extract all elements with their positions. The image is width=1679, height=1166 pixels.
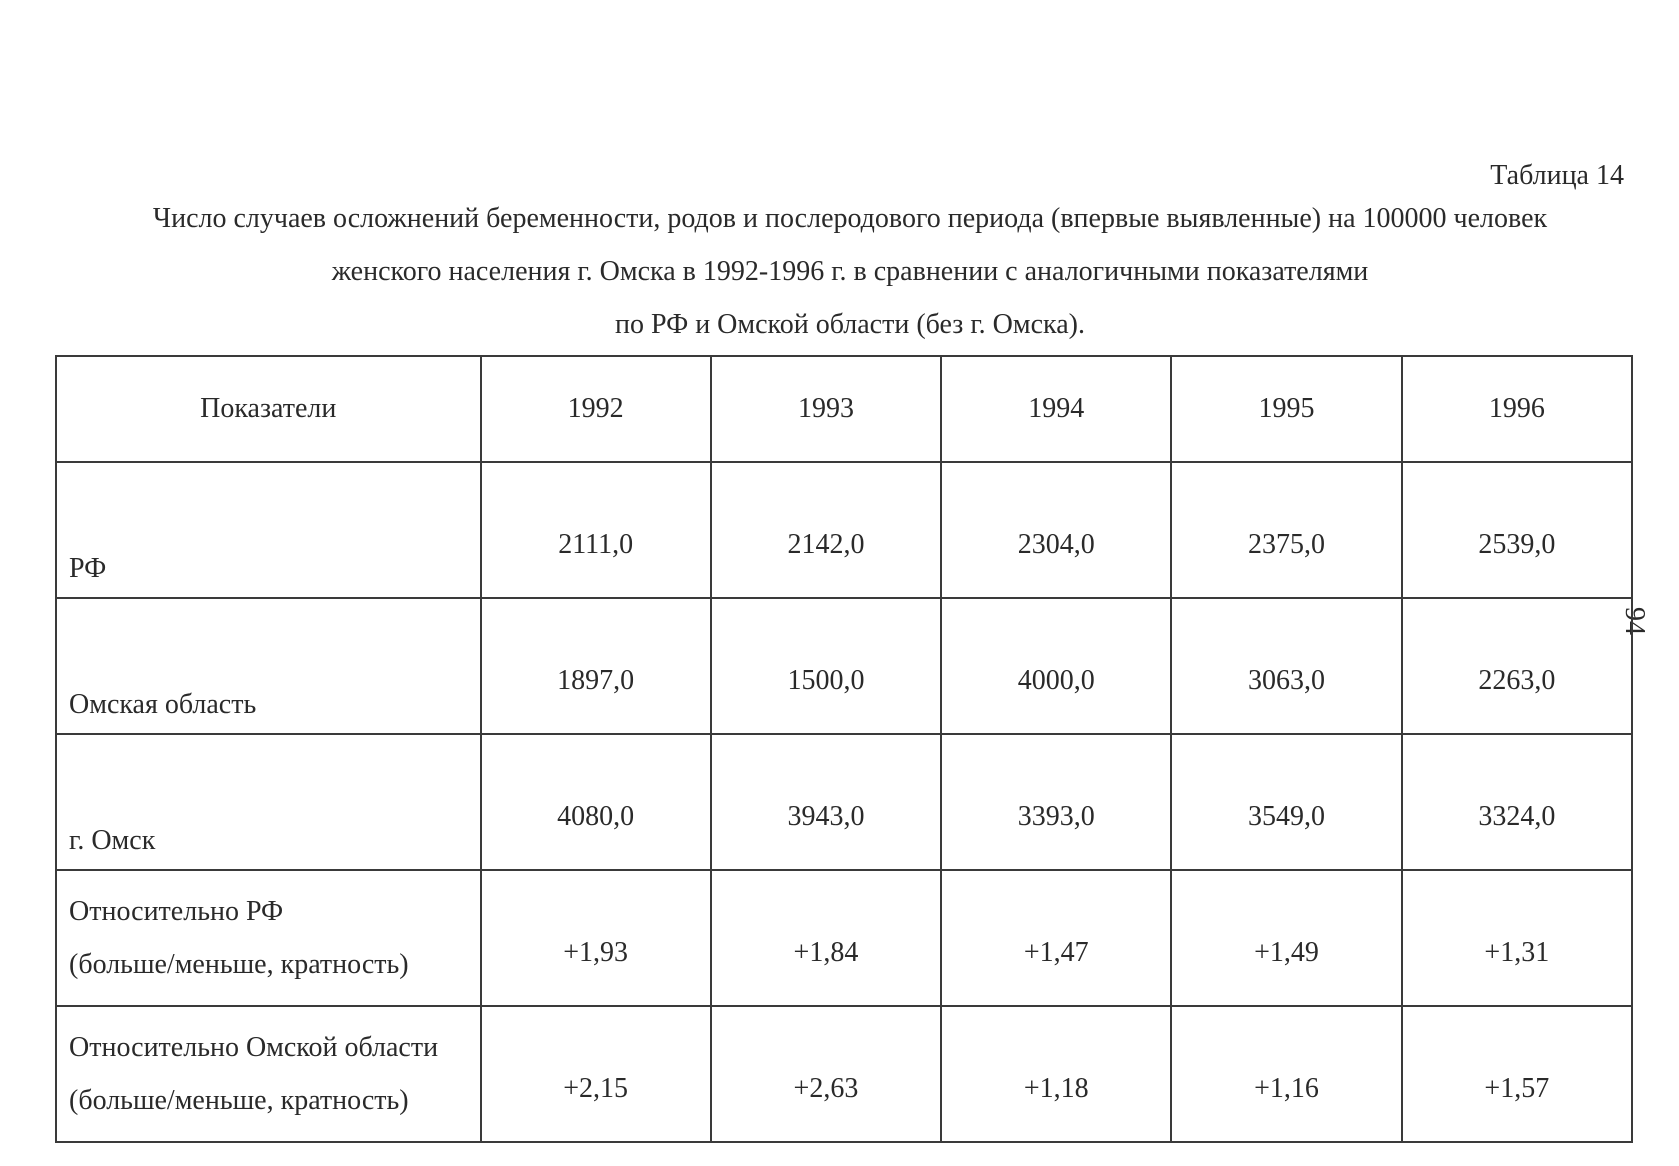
- cell-value: 3063,0: [1171, 598, 1401, 734]
- cell-value: 4000,0: [941, 598, 1171, 734]
- header-year: 1995: [1171, 356, 1401, 462]
- header-year: 1992: [481, 356, 711, 462]
- cell-value: 2142,0: [711, 462, 941, 598]
- row-label: г. Омск: [56, 734, 481, 870]
- header-indicators: Показатели: [56, 356, 481, 462]
- cell-value: 2304,0: [941, 462, 1171, 598]
- row-label: [56, 1006, 481, 1142]
- cell-value: 4080,0: [481, 734, 711, 870]
- cell-value: 1897,0: [481, 598, 711, 734]
- row-label: [56, 870, 481, 1006]
- cell-value: 2375,0: [1171, 462, 1401, 598]
- table-row: [56, 462, 1632, 598]
- header-year: 1993: [711, 356, 941, 462]
- table-number: Таблица 14: [1490, 160, 1624, 191]
- table-row: [56, 870, 1632, 1006]
- table-row: [56, 598, 1632, 734]
- cell-value: +1,84: [711, 870, 941, 1006]
- row-label-main: Относительно РФ: [69, 896, 284, 927]
- row-label-sub: (больше/меньше, кратность): [69, 949, 409, 980]
- caption-line-1: Число случаев осложнений беременности, родов и послеродового периода (впервые выявленные) на 100000 человек: [152, 203, 1548, 234]
- cell-value: +2,63: [711, 1006, 941, 1142]
- cell-value: 3324,0: [1402, 734, 1632, 870]
- data-table: [55, 355, 1633, 1143]
- cell-value: +1,16: [1171, 1006, 1401, 1142]
- cell-value: +1,31: [1402, 870, 1632, 1006]
- cell-value: 3943,0: [711, 734, 941, 870]
- cell-value: +1,47: [941, 870, 1171, 1006]
- caption-line-3: по РФ и Омской области (без г. Омска).: [615, 309, 1085, 340]
- table-row: [56, 734, 1632, 870]
- header-year: 1994: [941, 356, 1171, 462]
- page-number: 94: [1619, 607, 1650, 635]
- row-label: Омская область: [56, 598, 481, 734]
- cell-value: +1,18: [941, 1006, 1171, 1142]
- caption-line-2: женского населения г. Омска в 1992-1996 г. в сравнении с аналогичными показателями: [331, 256, 1369, 287]
- table-caption: [60, 192, 1640, 351]
- cell-value: +1,93: [481, 870, 711, 1006]
- cell-value: 3549,0: [1171, 734, 1401, 870]
- table-row: [56, 1006, 1632, 1142]
- header-row: [56, 356, 1632, 462]
- row-label-main: Относительно Омской области: [69, 1032, 439, 1063]
- header-year: 1996: [1402, 356, 1632, 462]
- cell-value: +2,15: [481, 1006, 711, 1142]
- cell-value: +1,57: [1402, 1006, 1632, 1142]
- cell-value: 2263,0: [1402, 598, 1632, 734]
- cell-value: 2539,0: [1402, 462, 1632, 598]
- cell-value: 3393,0: [941, 734, 1171, 870]
- cell-value: +1,49: [1171, 870, 1401, 1006]
- row-label-sub: (больше/меньше, кратность): [69, 1085, 409, 1116]
- row-label: РФ: [56, 462, 481, 598]
- cell-value: 1500,0: [711, 598, 941, 734]
- cell-value: 2111,0: [481, 462, 711, 598]
